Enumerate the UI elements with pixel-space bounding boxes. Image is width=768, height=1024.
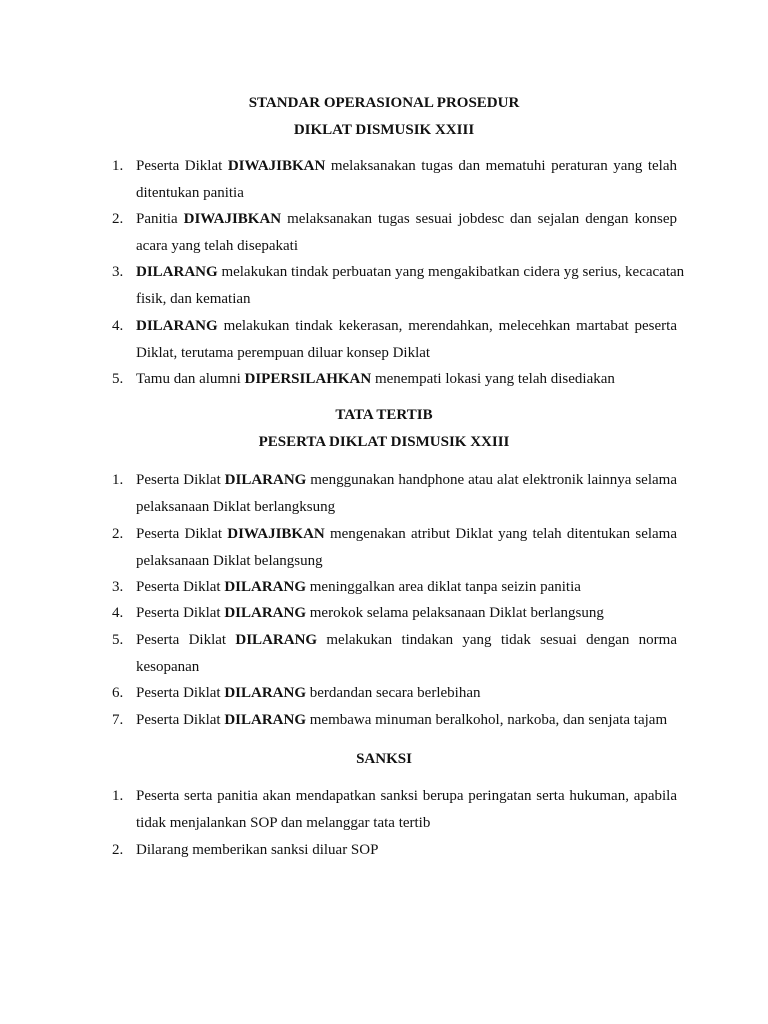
tata-tertib-title-line1: TATA TERTIB [335, 407, 433, 423]
item-number: 5. [112, 371, 124, 387]
sanksi-item [112, 837, 677, 864]
item-continuation: pelaksanaan Diklat belangsung [136, 553, 323, 569]
item-keyword: DIPERSILAHKAN [244, 371, 372, 387]
item-keyword: DILARANG [136, 264, 218, 280]
item-number: 3. [112, 264, 124, 280]
item-keyword: DILARANG [235, 632, 318, 648]
item-keyword: DIWAJIBKAN [227, 526, 325, 542]
item-continuation: acara yang telah disepakati [136, 238, 298, 254]
item-number: 5. [112, 632, 124, 648]
item-number: 2. [112, 842, 124, 858]
sop-item [112, 366, 677, 393]
item-continuation: tidak menjalankan SOP dan melanggar tata tertib [136, 815, 431, 831]
item-first-line: Peserta Diklat DILARANG menggunakan handphone atau alat elektronik lainnya selama [136, 472, 677, 488]
tata-tertib-title-line2: PESERTA DIKLAT DISMUSIK XXIII [258, 434, 510, 450]
item-keyword: DILARANG [224, 605, 306, 621]
tata-tertib-item [112, 521, 678, 575]
item-first-line: Peserta serta panitia akan mendapatkan sanksi berupa peringatan serta hukuman, apabila [136, 788, 677, 804]
item-continuation: kesopanan [136, 659, 200, 675]
sop-item [112, 153, 677, 207]
item-first-line: Peserta Diklat DIWAJIBKAN mengenakan atribut Diklat yang telah ditentukan selama [136, 526, 678, 542]
item-keyword: DILARANG [224, 685, 306, 701]
item-keyword: DILARANG [224, 579, 306, 595]
item-first-line: Peserta Diklat DILARANG meninggalkan area diklat tanpa seizin panitia [136, 579, 581, 595]
item-first-line: Peserta Diklat DILARANG membawa minuman beralkohol, narkoba, dan senjata tajam [136, 712, 668, 728]
item-keyword: DIWAJIBKAN [227, 158, 326, 174]
item-number: 1. [112, 158, 124, 174]
item-number: 2. [112, 211, 124, 227]
item-number: 6. [112, 685, 124, 701]
sop-item [112, 313, 677, 367]
item-number: 4. [112, 318, 124, 334]
sop-title-line1: STANDAR OPERASIONAL PROSEDUR [248, 95, 520, 111]
item-first-line: Dilarang memberikan sanksi diluar SOP [136, 842, 379, 858]
item-number: 3. [112, 579, 124, 595]
sop-item [112, 259, 685, 313]
item-keyword: DILARANG [224, 472, 307, 488]
item-number: 7. [112, 712, 124, 728]
item-number: 1. [112, 472, 124, 488]
item-first-line: Tamu dan alumni DIPERSILAHKAN menempati lokasi yang telah disediakan [136, 371, 615, 387]
tata-tertib-item [112, 627, 677, 681]
tata-tertib-item [112, 680, 677, 707]
item-continuation: Diklat, terutama perempuan diluar konsep Diklat [136, 345, 431, 361]
item-first-line: DILARANG melakukan tindak kekerasan, merendahkan, melecehkan martabat peserta [136, 318, 677, 334]
sanksi-title: SANKSI [356, 751, 412, 767]
item-continuation: fisik, dan kematian [136, 291, 251, 307]
item-number: 2. [112, 526, 124, 542]
item-first-line: Peserta Diklat DILARANG melakukan tindakan yang tidak sesuai dengan norma [136, 632, 677, 648]
item-keyword: DILARANG [136, 318, 218, 334]
item-number: 1. [112, 788, 124, 804]
item-first-line: DILARANG melakukan tindak perbuatan yang mengakibatkan cidera yg serius, kecacatan [136, 264, 685, 280]
sop-title-line2: DIKLAT DISMUSIK XXIII [293, 122, 475, 138]
item-continuation: pelaksanaan Diklat berlangksung [136, 499, 336, 515]
item-number: 4. [112, 605, 124, 621]
sanksi-item [112, 783, 677, 837]
item-first-line: Peserta Diklat DILARANG berdandan secara berlebihan [136, 685, 481, 701]
item-continuation: ditentukan panitia [136, 185, 244, 201]
item-first-line: Panitia DIWAJIBKAN melaksanakan tugas sesuai jobdesc dan sejalan dengan konsep [136, 211, 677, 227]
tata-tertib-item [112, 600, 677, 627]
sop-item [112, 206, 677, 260]
item-keyword: DILARANG [224, 712, 306, 728]
item-first-line: Peserta Diklat DIWAJIBKAN melaksanakan tugas dan mematuhi peraturan yang telah [136, 158, 677, 174]
item-keyword: DIWAJIBKAN [183, 211, 282, 227]
tata-tertib-item [112, 707, 677, 734]
tata-tertib-item [112, 574, 677, 601]
item-first-line: Peserta Diklat DILARANG merokok selama pelaksanaan Diklat berlangsung [136, 605, 604, 621]
tata-tertib-item [112, 467, 677, 521]
